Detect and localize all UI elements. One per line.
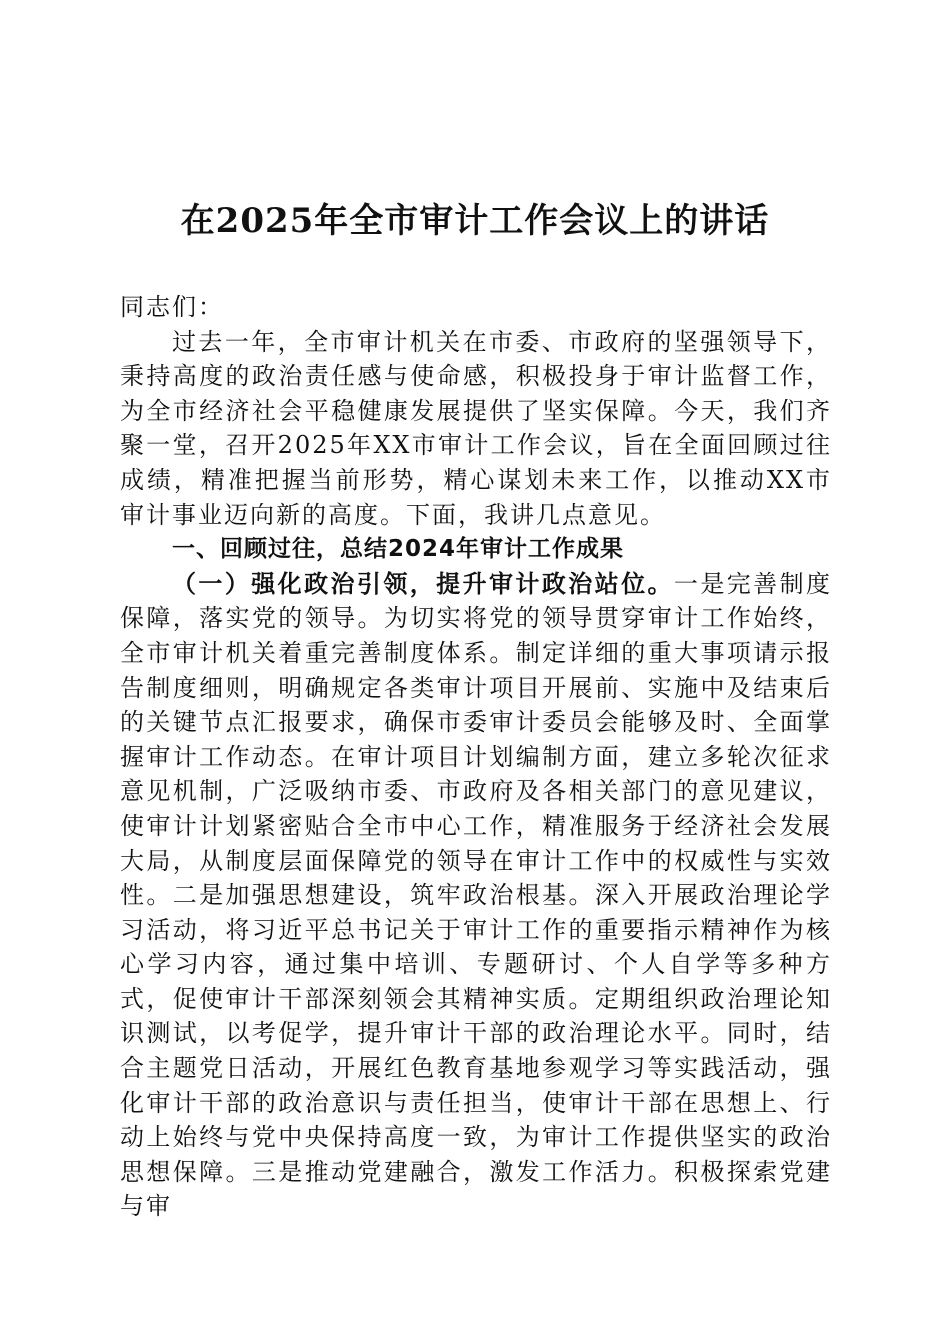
intro-paragraph: 过去一年，全市审计机关在市委、市政府的坚强领导下，秉持高度的政治责任感与使命感，积极投身于审计监督工作，为全市经济社会平稳健康发展提供了坚实保障。今天，我们齐聚一堂，召开2025年XX市审计工作会议，旨在全面回顾过往成绩，精准把握当前形势，精心谋划未来工作，以推动XX市审计事业迈向新的高度。下面，我讲几点意见。 [120,327,832,529]
document-body [120,290,832,1224]
subsection-heading: （一）强化政治引领，提升审计政治站位。 [172,569,674,598]
subsection-paragraph [120,567,832,1224]
salutation: 同志们： [120,293,224,321]
document-title: 在2025年全市审计工作会议上的讲话 [180,201,770,241]
subsection-body: 一是完善制度保障，落实党的领导。为切实将党的领导贯穿审计工作始终，全市审计机关着重完善制度体系。制定详细的重大事项请示报告制度细则，明确规定各类审计项目开展前、实施中及结束后的关键节点汇报要求，确保市委审计委员会能够及时、全面掌握审计工作动态。在审计项目计划编制方面，建立多轮次征求意见机制，广泛吸纳市委、市政府及各相关部门的意见建议，使审计计划紧密贴合全市中心工作，精准服务于经济社会发展大局，从制度层面保障党的领导在审计工作中的权威性与实效性。二是加强思想建设，筑牢政治根基。深入开展政治理论学习活动，将习近平总书记关于审计工作的重要指示精神作为核心学习内容，通过集中培训、专题研讨、个人自学等多种方式，促使审计干部深刻领会其精神实质。定期组织政治理论知识测试，以考促学，提升审计干部的政治理论水平。同时，结合主题党日活动，开展红色教育基地参观学习等实践活动，强化审计干部的政治意识与责任担当，使审计干部在思想上、行动上始终与党中央保持高度一致，为审计工作提供坚实的政治思想保障。三是推动党建融合，激发工作活力。积极探索党建与审 [120,569,833,1221]
section-heading: 一、回顾过往，总结2024年审计工作成果 [172,536,625,563]
